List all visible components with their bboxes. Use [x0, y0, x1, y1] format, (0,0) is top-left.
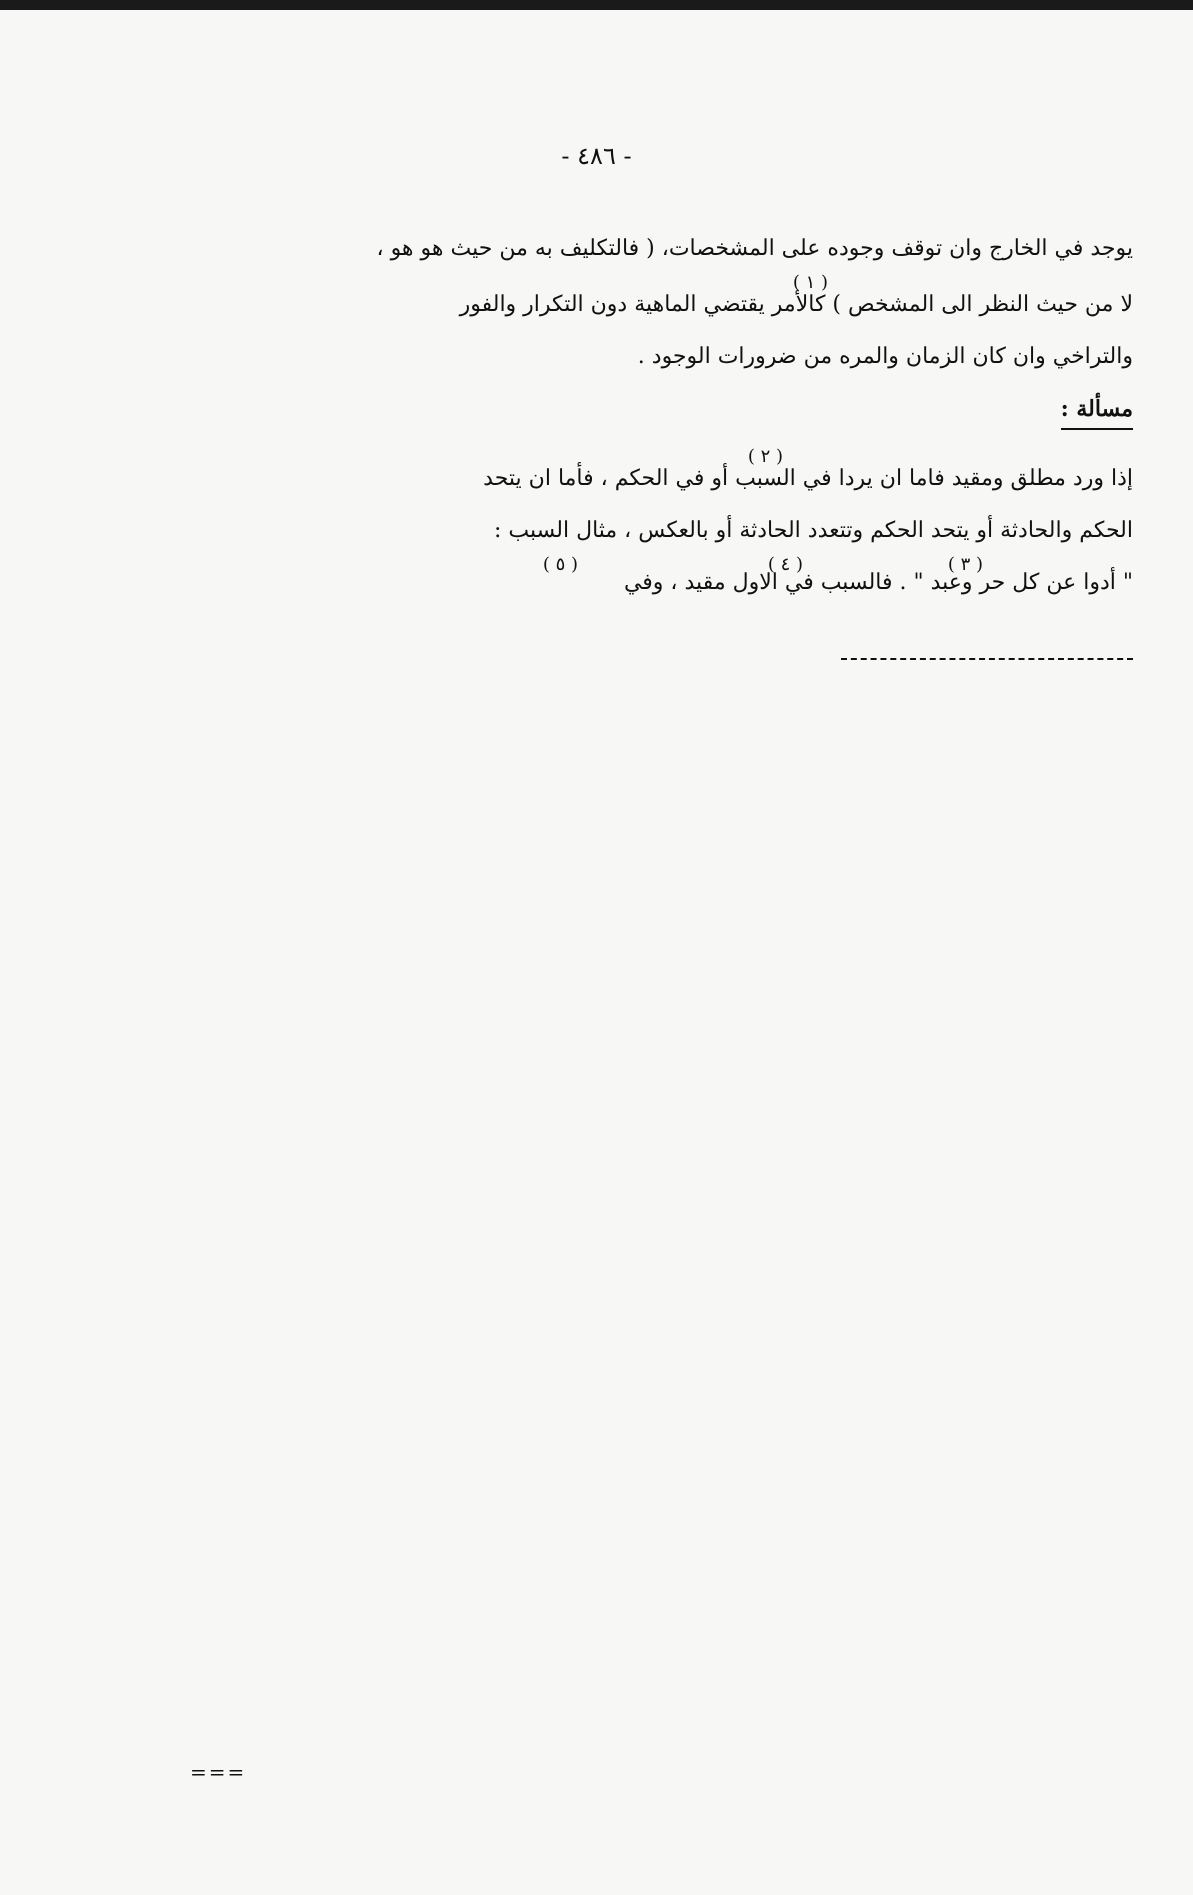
footnote-ref: ( ٤ ): [767, 554, 803, 575]
top-border: [0, 0, 1193, 10]
footnote-ref: ( ٣ ): [947, 554, 983, 575]
main-line: يوجد في الخارج وان توقف وجوده على المشخصات، ( فالتكليف به من حيث هو هو ،: [376, 236, 1133, 261]
page-number: - ٤٨٦ -: [561, 142, 632, 170]
footnote-ref: ( ١ ): [792, 272, 828, 293]
main-line: لا من حيث النظر الى المشخص ) كالأمر يقتضي الماهية دون التكرار والفور: [459, 292, 1133, 317]
main-line: والتراخي وان كان الزمان والمره من ضرورات الوجود .: [637, 344, 1133, 369]
end-mark: ===: [190, 1760, 247, 1784]
footnote-separator: [841, 658, 1133, 660]
section-heading: مسألة :: [193, 392, 1133, 430]
main-line: الحكم والحادثة أو يتحد الحكم وتتعدد الحادثة أو بالعكس ، مثال السبب :: [494, 518, 1133, 543]
footnote-ref: ( ٥ ): [542, 554, 578, 575]
main-line: " أدوا عن كل حر وعبد " . فالسبب في الاول مقيد ، وفي: [623, 570, 1133, 595]
main-line: إذا ورد مطلق ومقيد فاما ان يردا في السبب أو في الحكم ، فأما ان يتحد: [483, 466, 1133, 491]
footnote-ref: ( ٢ ): [747, 446, 783, 467]
